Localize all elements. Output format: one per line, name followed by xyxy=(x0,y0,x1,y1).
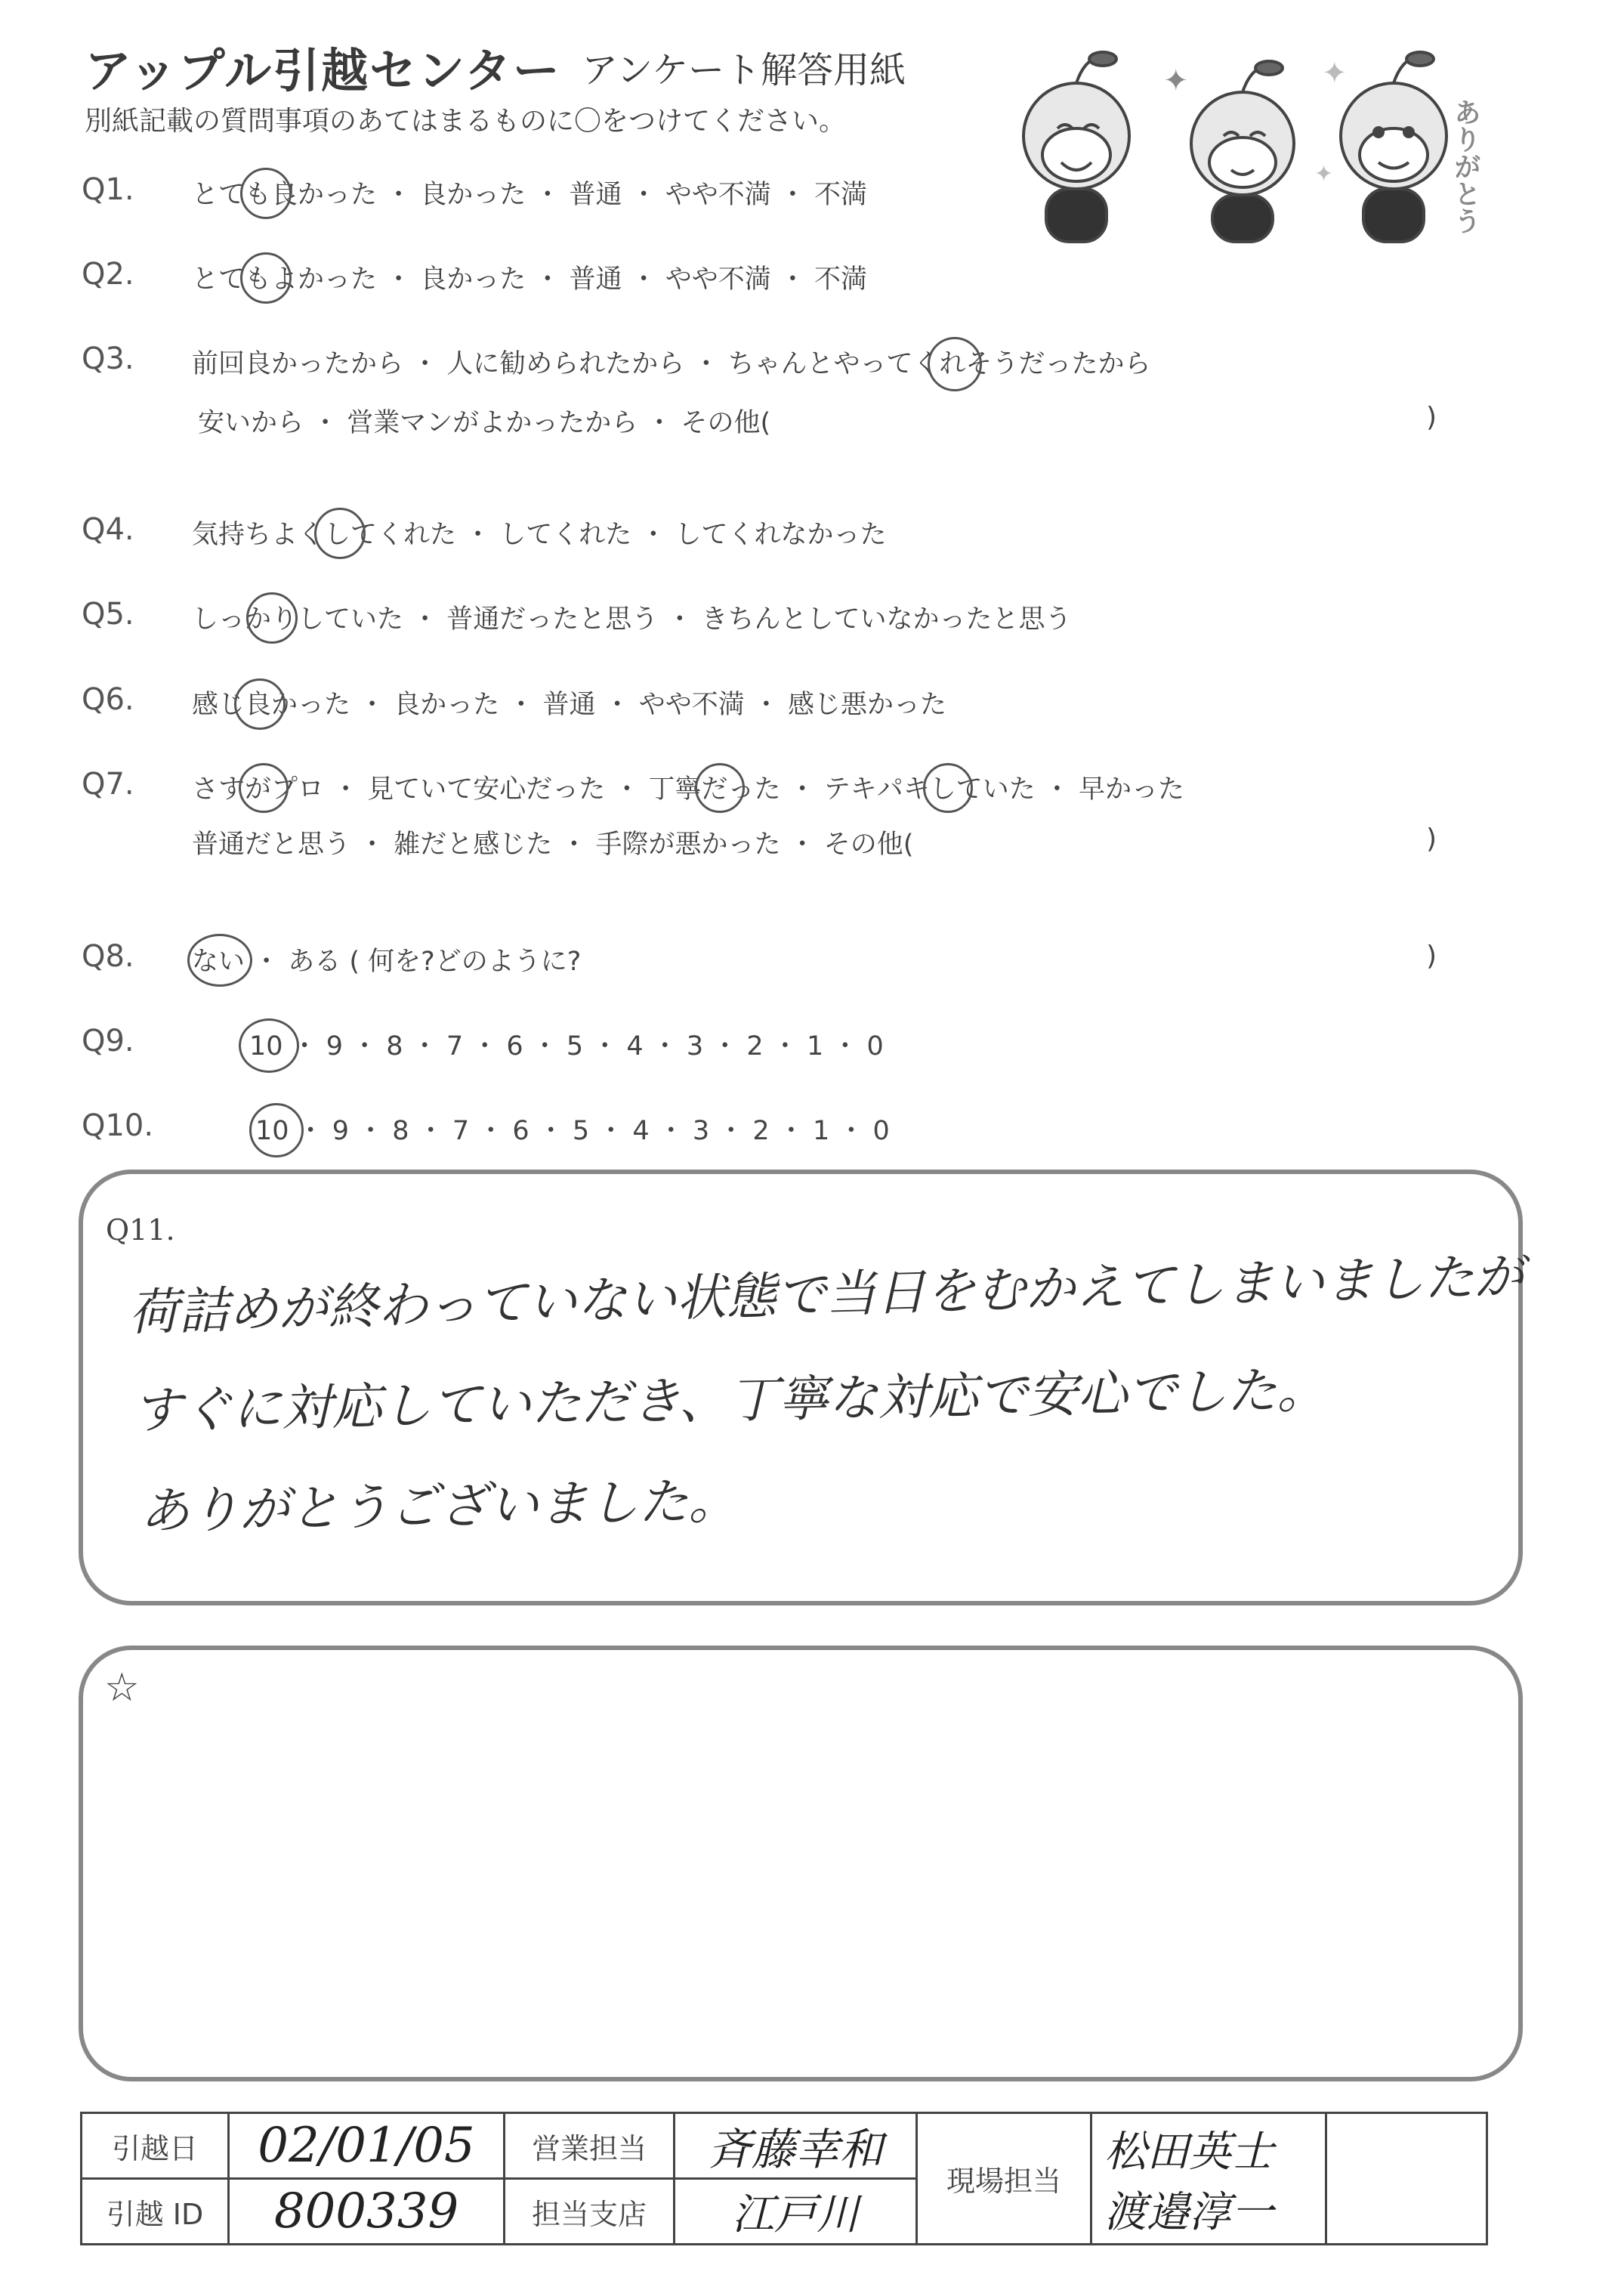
answer-circle xyxy=(314,508,366,559)
q9-options[interactable]: 10 ・ 9 ・ 8 ・ 7 ・ 6 ・ 5 ・ 4 ・ 3 ・ 2 ・ 1 ・ 0 xyxy=(249,1031,884,1062)
sales-handwritten: 斉藤幸和 xyxy=(707,2124,883,2175)
move-id-handwritten: 800339 xyxy=(273,2183,459,2239)
q10-label: Q10. xyxy=(82,1108,154,1143)
q3-options[interactable]: 前回良かったから ・ 人に勧められたから ・ ちゃんとやってくれそうだったから xyxy=(192,349,1151,379)
instruction-text: 別紙記載の質問事項のあてはまるものに〇をつけてください。 xyxy=(85,106,847,137)
q8-label: Q8. xyxy=(82,939,134,974)
info-table xyxy=(80,2112,1488,2245)
q3-options-2[interactable]: 安いから ・ 営業マンがよかったから ・ その他( xyxy=(198,408,771,438)
answer-circle xyxy=(695,763,745,813)
q4-options[interactable]: 気持ちよくしてくれた ・ してくれた ・ してくれなかった xyxy=(192,520,887,550)
q2-label: Q2. xyxy=(82,257,134,292)
sales-value xyxy=(675,2113,917,2179)
branch-label: 担当支店 xyxy=(505,2179,675,2245)
q6-options[interactable]: 感じ良かった ・ 良かった ・ 普通 ・ やや不満 ・ 感じ悪かった xyxy=(192,690,947,720)
branch-handwritten: 江戸川 xyxy=(732,2190,859,2239)
answer-circle xyxy=(923,763,973,813)
sparkle-icon: ✦ xyxy=(1314,161,1334,187)
answer-circle xyxy=(239,1018,299,1073)
brand-title: アップル引越センター xyxy=(85,43,561,98)
sparkle-icon: ✦ xyxy=(1322,56,1348,91)
site-label: 現場担当 xyxy=(917,2113,1091,2245)
star-icon: ☆ xyxy=(104,1665,140,1710)
q11-comment-line-3: ありがとうございました。 xyxy=(139,1472,739,1541)
free-comment-box[interactable] xyxy=(79,1646,1523,2081)
sparkle-icon: ✦ xyxy=(1163,63,1189,98)
mascot-illustration xyxy=(982,30,1526,249)
answer-circle xyxy=(234,678,286,730)
q7-label: Q7. xyxy=(82,767,134,802)
answer-circle xyxy=(240,168,292,219)
answer-circle xyxy=(246,592,298,644)
q9-label: Q9. xyxy=(82,1024,134,1058)
answer-circle xyxy=(187,934,252,987)
answer-circle xyxy=(249,1103,304,1157)
move-date-value xyxy=(229,2113,505,2179)
move-date-label: 引越日 xyxy=(82,2113,229,2179)
q1-options[interactable]: とても良かった ・ 良かった ・ 普通 ・ やや不満 ・ 不満 xyxy=(192,180,868,210)
q2-options[interactable]: とてもよかった ・ 良かった ・ 普通 ・ やや不満 ・ 不満 xyxy=(192,264,868,295)
q5-options[interactable]: しっかりしていた ・ 普通だったと思う ・ きちんとしていなかったと思う xyxy=(192,604,1072,635)
q7-options[interactable]: さすがプロ ・ 見ていて安心だった ・ 丁寧だった ・ テキパキしていた ・ 早かった xyxy=(192,774,1185,805)
site-handwritten-1: 松田英士 xyxy=(1104,2127,1274,2177)
form-subtitle: アンケート解答用紙 xyxy=(582,49,906,91)
site-value xyxy=(1091,2113,1326,2245)
sales-label: 営業担当 xyxy=(505,2113,675,2179)
q11-comment-line-2: すぐに対応していただき、丁寧な対応で安心でした。 xyxy=(131,1361,1328,1440)
branch-value xyxy=(675,2179,917,2245)
monkey-icon xyxy=(1023,52,1129,242)
monkey-icon xyxy=(1191,61,1294,242)
answer-circle xyxy=(239,763,289,813)
q5-label: Q5. xyxy=(82,597,134,632)
move-id-label: 引越 ID xyxy=(82,2179,229,2245)
q4-label: Q4. xyxy=(82,512,134,547)
q6-label: Q6. xyxy=(82,682,134,717)
q3-close-paren: ) xyxy=(1426,402,1437,433)
q11-comment-line-1: 荷詰めが終わっていない状態で当日をむかえてしまいましたが xyxy=(128,1247,1525,1343)
q3-label: Q3. xyxy=(82,341,134,376)
move-id-value xyxy=(229,2179,505,2245)
site-handwritten-2: 渡邉淳一 xyxy=(1104,2187,1274,2237)
blank-cell xyxy=(1326,2113,1487,2245)
q7-close-paren: ) xyxy=(1426,824,1437,854)
q1-label: Q1. xyxy=(82,172,134,207)
q8-options[interactable]: ない ・ ある ( 何を?どのように? xyxy=(192,947,582,977)
q11-label: Q11. xyxy=(106,1213,175,1247)
monkey-icon xyxy=(1341,52,1446,242)
q7-options-2[interactable]: 普通だと思う ・ 雑だと感じた ・ 手際が悪かった ・ その他( xyxy=(192,830,914,860)
q10-options[interactable]: 10 ・ 9 ・ 8 ・ 7 ・ 6 ・ 5 ・ 4 ・ 3 ・ 2 ・ 1 ・ 0 xyxy=(255,1116,890,1146)
q8-close-paren: ) xyxy=(1426,941,1437,972)
answer-circle xyxy=(240,252,292,304)
answer-circle xyxy=(928,337,982,391)
move-date-handwritten: 02/01/05 xyxy=(258,2118,475,2174)
thanks-text: ありがとう xyxy=(1450,98,1481,234)
